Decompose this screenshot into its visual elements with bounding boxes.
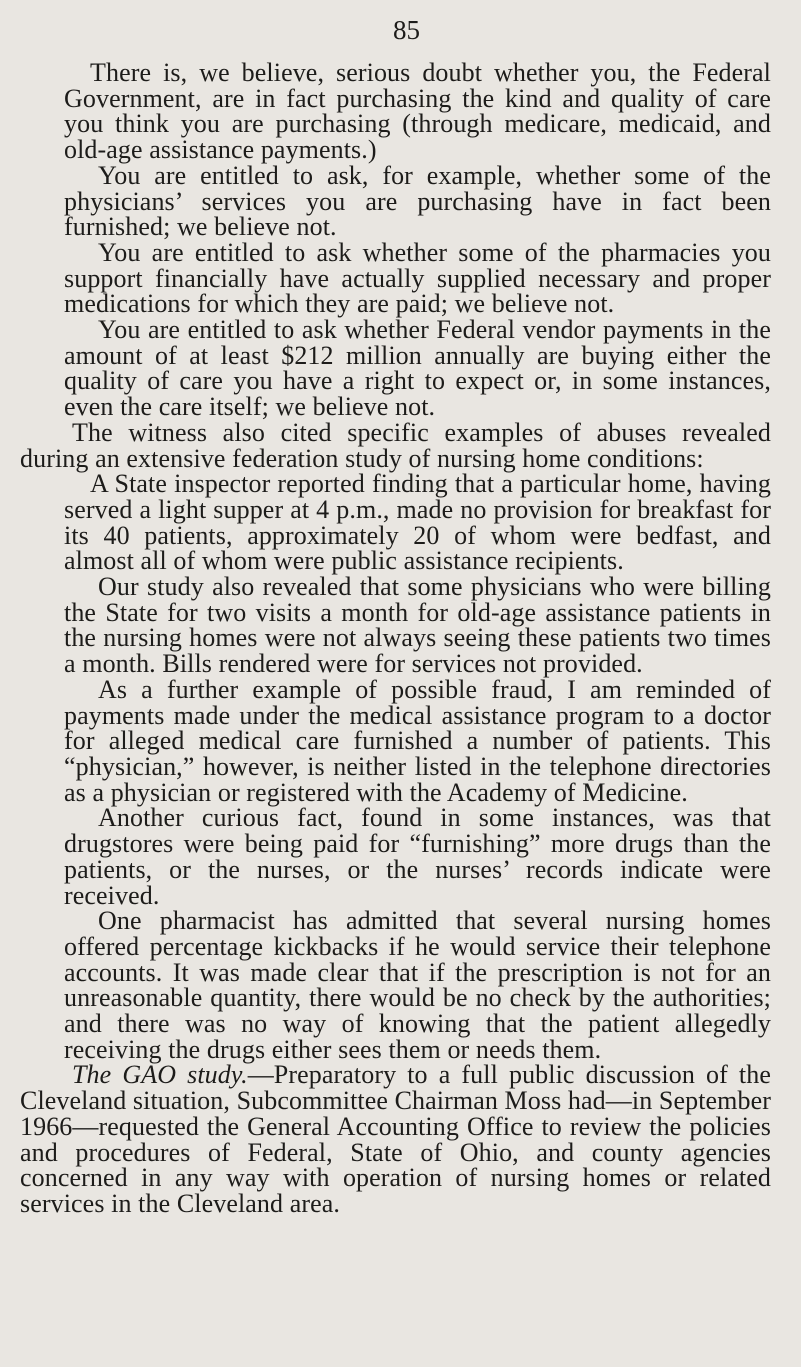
quote2-paragraph-3: As a further example of possible fraud, I am reminded of payments made under the medical assistance program to a doctor for alleged medical care furnished a number of patients. This “physician,” however, is neither listed in the telephone directories as a physician or registered with the Academy of Medicine. [64, 674, 771, 807]
quoted-testimony-2 [20, 471, 771, 1062]
gao-study-text: —Preparatory to a full public discussion of the Cleveland situation, Subcommittee Chairman Moss had—in September 1966—requested the General Accounting Office to review the policies and procedures of Federal, State of Ohio, and county agencies concerned in any way with operation of nursing homes or related services in the Cleveland area. [20, 1060, 771, 1218]
quote1-paragraph-4: You are entitled to ask whether Federal vendor payments in the amount of at least $212 million annually are buying either the quality of care you have a right to expect or, in some instances, even the care itself; we believe not. [64, 315, 771, 422]
quoted-testimony-1 [20, 60, 771, 420]
gao-study-heading: The GAO study. [72, 1060, 248, 1090]
gao-study-paragraph [20, 1062, 771, 1216]
transition-paragraph: The witness also cited specific examples of abuses revealed during an extensive federation study of nursing home conditions: [20, 417, 771, 473]
quote2-paragraph-5: One pharmacist has admitted that several nursing homes offered percentage kickbacks if he would service their telephone accounts. It was made clear that if the prescription is not for an unreasonable quantity, there would be no check by the authorities; and there was no way of knowing that the patient allegedly receiving the drugs either sees them or needs them. [64, 906, 771, 1064]
quote1-paragraph-1: There is, we believe, serious doubt whether you, the Federal Government, are in fact purchasing the kind and quality of care you think you are purchasing (through medicare, medicaid, and old-age assistance payments.) [64, 58, 771, 165]
quote2-paragraph-4: Another curious fact, found in some instances, was that drugstores were being paid for “furnishing” more drugs than the patients, or the nurses, or the nurses’ records indicate were received. [64, 803, 771, 910]
quote2-paragraph-1: A State inspector reported finding that a particular home, having served a light supper at 4 p.m., made no provision for breakfast for its 40 patients, approximately 20 of whom were bedfast, and almost all of whom were public assistance recipients. [64, 469, 771, 576]
quote1-paragraph-3: You are entitled to ask whether some of the pharmacies you support financially have actually supplied necessary and proper medications for which they are paid; we believe not. [64, 237, 771, 319]
page-number: 85 [393, 15, 420, 45]
quote1-paragraph-2: You are entitled to ask, for example, whether some of the physicians’ services you are purchasing have in fact been furnished; we believe not. [64, 160, 771, 242]
quote2-paragraph-2: Our study also revealed that some physicians who were billing the State for two visits a month for old-age assistance patients in the nursing homes were not always seeing these patients two times a month. Bills rendered were for services not provided. [64, 572, 771, 679]
